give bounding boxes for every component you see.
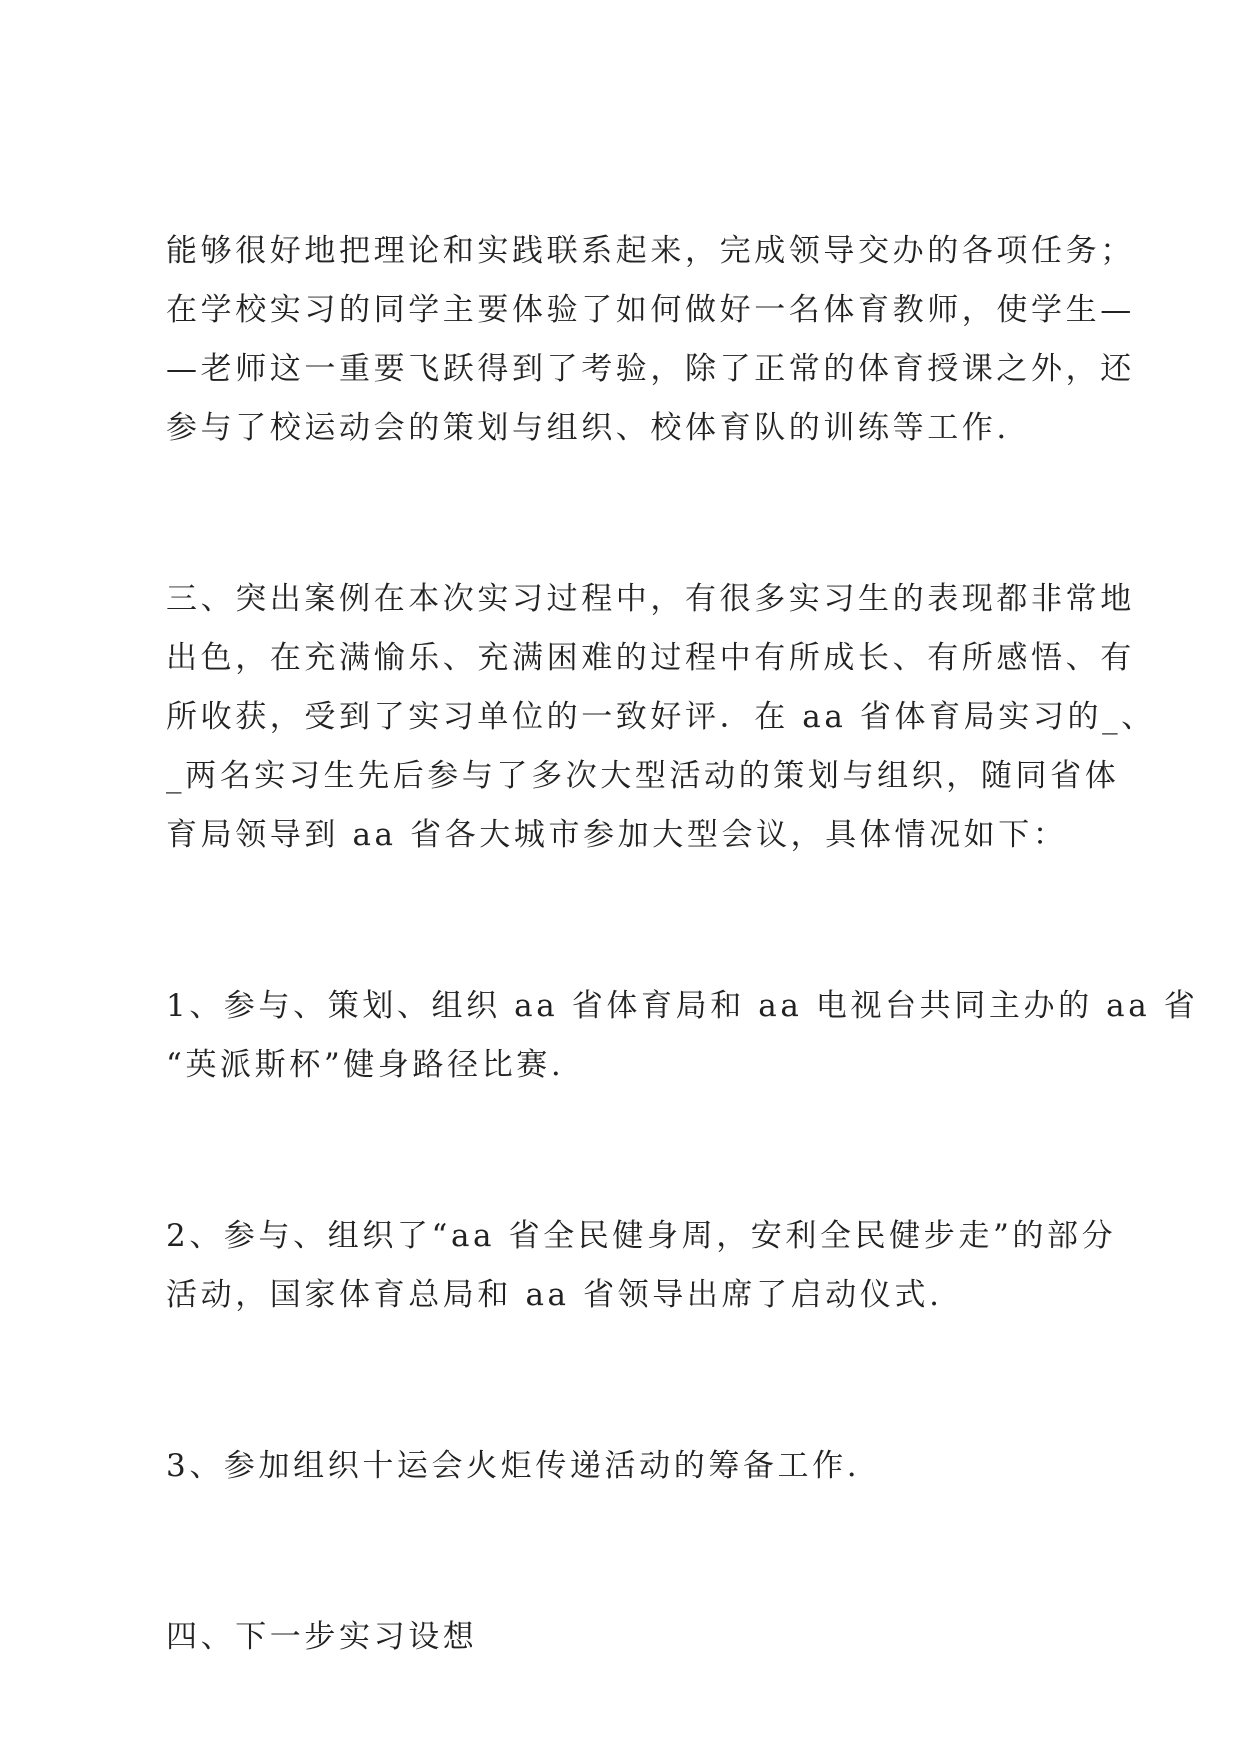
text-line: 三、突出案例在本次实习过程中，有很多实习生的表现都非常地 bbox=[166, 581, 1135, 617]
paragraph-spacer bbox=[166, 458, 1096, 570]
list-item-3 bbox=[166, 1437, 1096, 1496]
text-line: 育局领导到 aa 省各大城市参加大型会议，具体情况如下： bbox=[166, 817, 1068, 853]
text-line: 四、下一步实习设想 bbox=[166, 1619, 478, 1655]
text-line: 活动，国家体育总局和 aa 省领导出席了启动仪式. bbox=[166, 1277, 943, 1313]
text-line: 所收获，受到了实习单位的一致好评．在 aa 省体育局实习的_、 bbox=[166, 699, 1156, 735]
text-line: _两名实习生先后参与了多次大型活动的策划与组织，随同省体 bbox=[166, 758, 1120, 794]
list-item-2 bbox=[166, 1207, 1117, 1325]
paragraph-spacer bbox=[166, 1325, 1096, 1437]
paragraph-spacer bbox=[166, 1095, 1096, 1207]
text-line: 参与了校运动会的策划与组织、校体育队的训练等工作. bbox=[166, 410, 1010, 446]
text-line: —老师这一重要飞跃得到了考验，除了正常的体育授课之外，还 bbox=[166, 351, 1135, 387]
paragraph-spacer bbox=[166, 1496, 1096, 1608]
paragraph-highlight-cases bbox=[166, 570, 1156, 865]
text-line: 3、参加组织十运会火炬传递活动的筹备工作. bbox=[166, 1448, 861, 1484]
section-heading-next-steps bbox=[166, 1608, 1096, 1667]
text-line: 1、参与、策划、组织 aa 省体育局和 aa 电视台共同主办的 aa 省 bbox=[166, 988, 1199, 1024]
text-line: 2、参与、组织了“aa 省全民健身周，安利全民健步走”的部分 bbox=[166, 1218, 1117, 1254]
text-line: 出色，在充满愉乐、充满困难的过程中有所成长、有所感悟、有 bbox=[166, 640, 1135, 676]
text-line: 能够很好地把理论和实践联系起来，完成领导交办的各项任务； bbox=[166, 233, 1135, 269]
list-item-1 bbox=[166, 977, 1199, 1095]
document-body bbox=[166, 222, 1199, 1667]
text-line: 在学校实习的同学主要体验了如何做好一名体育教师，使学生— bbox=[166, 292, 1135, 328]
paragraph-internship-experience bbox=[166, 222, 1135, 458]
text-line: “英派斯杯”健身路径比赛. bbox=[166, 1047, 565, 1083]
paragraph-spacer bbox=[166, 865, 1096, 977]
